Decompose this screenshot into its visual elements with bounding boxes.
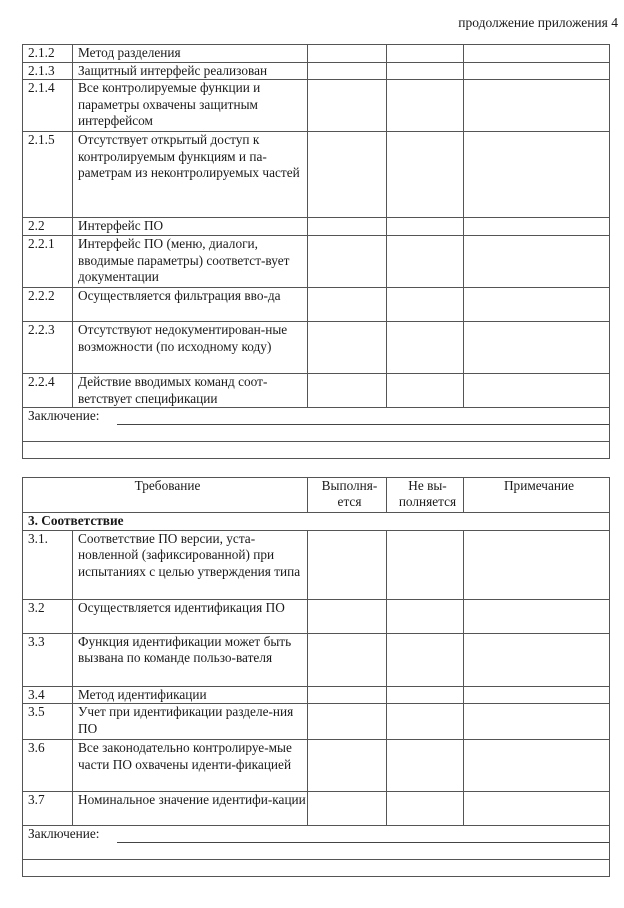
item-number: 2.2.2 [23, 288, 73, 322]
cell-note[interactable] [464, 288, 610, 322]
cell-not-fulfilled[interactable] [387, 288, 464, 322]
cell-note[interactable] [464, 322, 610, 374]
cell-not-fulfilled[interactable] [387, 45, 464, 63]
conclusion-underline [117, 842, 609, 843]
cell-not-fulfilled[interactable] [387, 322, 464, 374]
cell-note[interactable] [464, 45, 610, 63]
table-row [23, 530, 610, 599]
item-number: 2.1.4 [23, 80, 73, 132]
cell-note[interactable] [464, 599, 610, 633]
cell-not-fulfilled[interactable] [387, 218, 464, 236]
cell-fulfilled[interactable] [308, 374, 387, 408]
item-number: 3.6 [23, 740, 73, 792]
cell-fulfilled[interactable] [308, 704, 387, 740]
item-requirement: Соответствие ПО версии, уста-новленной (зафиксированной) при испытаниях с целью утверждения типа [73, 530, 308, 599]
checklist-table-conformity [22, 477, 610, 877]
cell-not-fulfilled[interactable] [387, 792, 464, 826]
header-fulfilled: Выполня-ется [308, 478, 387, 513]
cell-note[interactable] [464, 686, 610, 704]
conclusion-extra-row [23, 860, 610, 877]
conclusion-continuation-field[interactable] [23, 442, 610, 459]
table-row [23, 45, 610, 63]
item-requirement: Защитный интерфейс реализован [73, 62, 308, 80]
header-requirement: Требование [23, 478, 308, 513]
item-requirement: Осуществляется идентификация ПО [73, 599, 308, 633]
conclusion-underline [117, 424, 609, 425]
cell-fulfilled[interactable] [308, 792, 387, 826]
section-title: 3. Соответствие [23, 513, 610, 531]
conclusion-row [23, 408, 610, 442]
cell-fulfilled[interactable] [308, 322, 387, 374]
item-requirement: Все законодательно контролируе-мые части ПО охвачены иденти-фикацией [73, 740, 308, 792]
checklist-table-continued [22, 44, 610, 459]
cell-note[interactable] [464, 633, 610, 686]
item-number: 3.5 [23, 704, 73, 740]
item-number: 2.1.3 [23, 62, 73, 80]
cell-note[interactable] [464, 62, 610, 80]
item-number: 3.1. [23, 530, 73, 599]
header-not-fulfilled: Не вы-полняется [387, 478, 464, 513]
cell-fulfilled[interactable] [308, 236, 387, 288]
item-number: 3.7 [23, 792, 73, 826]
header-note: Примечание [464, 478, 610, 513]
table-row [23, 80, 610, 132]
cell-note[interactable] [464, 374, 610, 408]
item-number: 3.3 [23, 633, 73, 686]
cell-note[interactable] [464, 530, 610, 599]
table-row [23, 633, 610, 686]
item-requirement: Отсутствуют недокументирован-ные возможности (по исходному коду) [73, 322, 308, 374]
table-row [23, 132, 610, 218]
table-row [23, 322, 610, 374]
table-row [23, 599, 610, 633]
table-row [23, 686, 610, 704]
cell-fulfilled[interactable] [308, 740, 387, 792]
item-requirement: Метод идентификации [73, 686, 308, 704]
table-row [23, 236, 610, 288]
cell-not-fulfilled[interactable] [387, 704, 464, 740]
cell-not-fulfilled[interactable] [387, 80, 464, 132]
cell-fulfilled[interactable] [308, 686, 387, 704]
cell-fulfilled[interactable] [308, 288, 387, 322]
cell-not-fulfilled[interactable] [387, 374, 464, 408]
item-number: 2.2.3 [23, 322, 73, 374]
table-row [23, 62, 610, 80]
item-requirement: Действие вводимых команд соот-ветствует спецификации [73, 374, 308, 408]
item-requirement: Интерфейс ПО (меню, диалоги, вводимые параметры) соответст-вует документации [73, 236, 308, 288]
table-row [23, 218, 610, 236]
conclusion-label: Заключение: [28, 826, 100, 841]
table-row [23, 704, 610, 740]
item-number: 2.1.5 [23, 132, 73, 218]
item-number: 2.1.2 [23, 45, 73, 63]
table-row [23, 288, 610, 322]
table-row [23, 740, 610, 792]
table-header-row [23, 478, 610, 513]
conclusion-row [23, 826, 610, 860]
item-requirement: Учет при идентификации разделе-ния ПО [73, 704, 308, 740]
cell-note[interactable] [464, 218, 610, 236]
cell-fulfilled[interactable] [308, 132, 387, 218]
item-requirement: Метод разделения [73, 45, 308, 63]
item-requirement: Интерфейс ПО [73, 218, 308, 236]
cell-fulfilled[interactable] [308, 80, 387, 132]
cell-not-fulfilled[interactable] [387, 62, 464, 80]
cell-not-fulfilled[interactable] [387, 132, 464, 218]
conclusion-continuation-field[interactable] [23, 860, 610, 877]
cell-fulfilled[interactable] [308, 62, 387, 80]
item-requirement: Номинальное значение идентифи-кации [73, 792, 308, 826]
conclusion-field[interactable] [23, 408, 610, 442]
cell-not-fulfilled[interactable] [387, 686, 464, 704]
conclusion-extra-row [23, 442, 610, 459]
table-row [23, 792, 610, 826]
item-number: 2.2.1 [23, 236, 73, 288]
item-requirement: Функция идентификации может быть вызвана по команде пользо-вателя [73, 633, 308, 686]
cell-fulfilled[interactable] [308, 530, 387, 599]
table-row [23, 374, 610, 408]
cell-note[interactable] [464, 792, 610, 826]
cell-not-fulfilled[interactable] [387, 633, 464, 686]
section-row [23, 513, 610, 531]
cell-note[interactable] [464, 80, 610, 132]
cell-fulfilled[interactable] [308, 633, 387, 686]
cell-not-fulfilled[interactable] [387, 236, 464, 288]
cell-note[interactable] [464, 740, 610, 792]
item-requirement: Осуществляется фильтрация вво-да [73, 288, 308, 322]
item-requirement: Все контролируемые функции и параметры охвачены защитным интерфейсом [73, 80, 308, 132]
item-number: 2.2 [23, 218, 73, 236]
item-number: 2.2.4 [23, 374, 73, 408]
cell-not-fulfilled[interactable] [387, 599, 464, 633]
cell-note[interactable] [464, 132, 610, 218]
cell-fulfilled[interactable] [308, 599, 387, 633]
cell-not-fulfilled[interactable] [387, 530, 464, 599]
item-requirement: Отсутствует открытый доступ к контролируемым функциям и па-раметрам из неконтролируемых частей [73, 132, 308, 218]
cell-note[interactable] [464, 704, 610, 740]
conclusion-label: Заключение: [28, 408, 100, 423]
cell-not-fulfilled[interactable] [387, 740, 464, 792]
cell-note[interactable] [464, 236, 610, 288]
appendix-caption: продолжение приложения 4 [458, 15, 618, 30]
cell-fulfilled[interactable] [308, 218, 387, 236]
cell-fulfilled[interactable] [308, 45, 387, 63]
item-number: 3.2 [23, 599, 73, 633]
item-number: 3.4 [23, 686, 73, 704]
conclusion-field[interactable] [23, 826, 610, 860]
